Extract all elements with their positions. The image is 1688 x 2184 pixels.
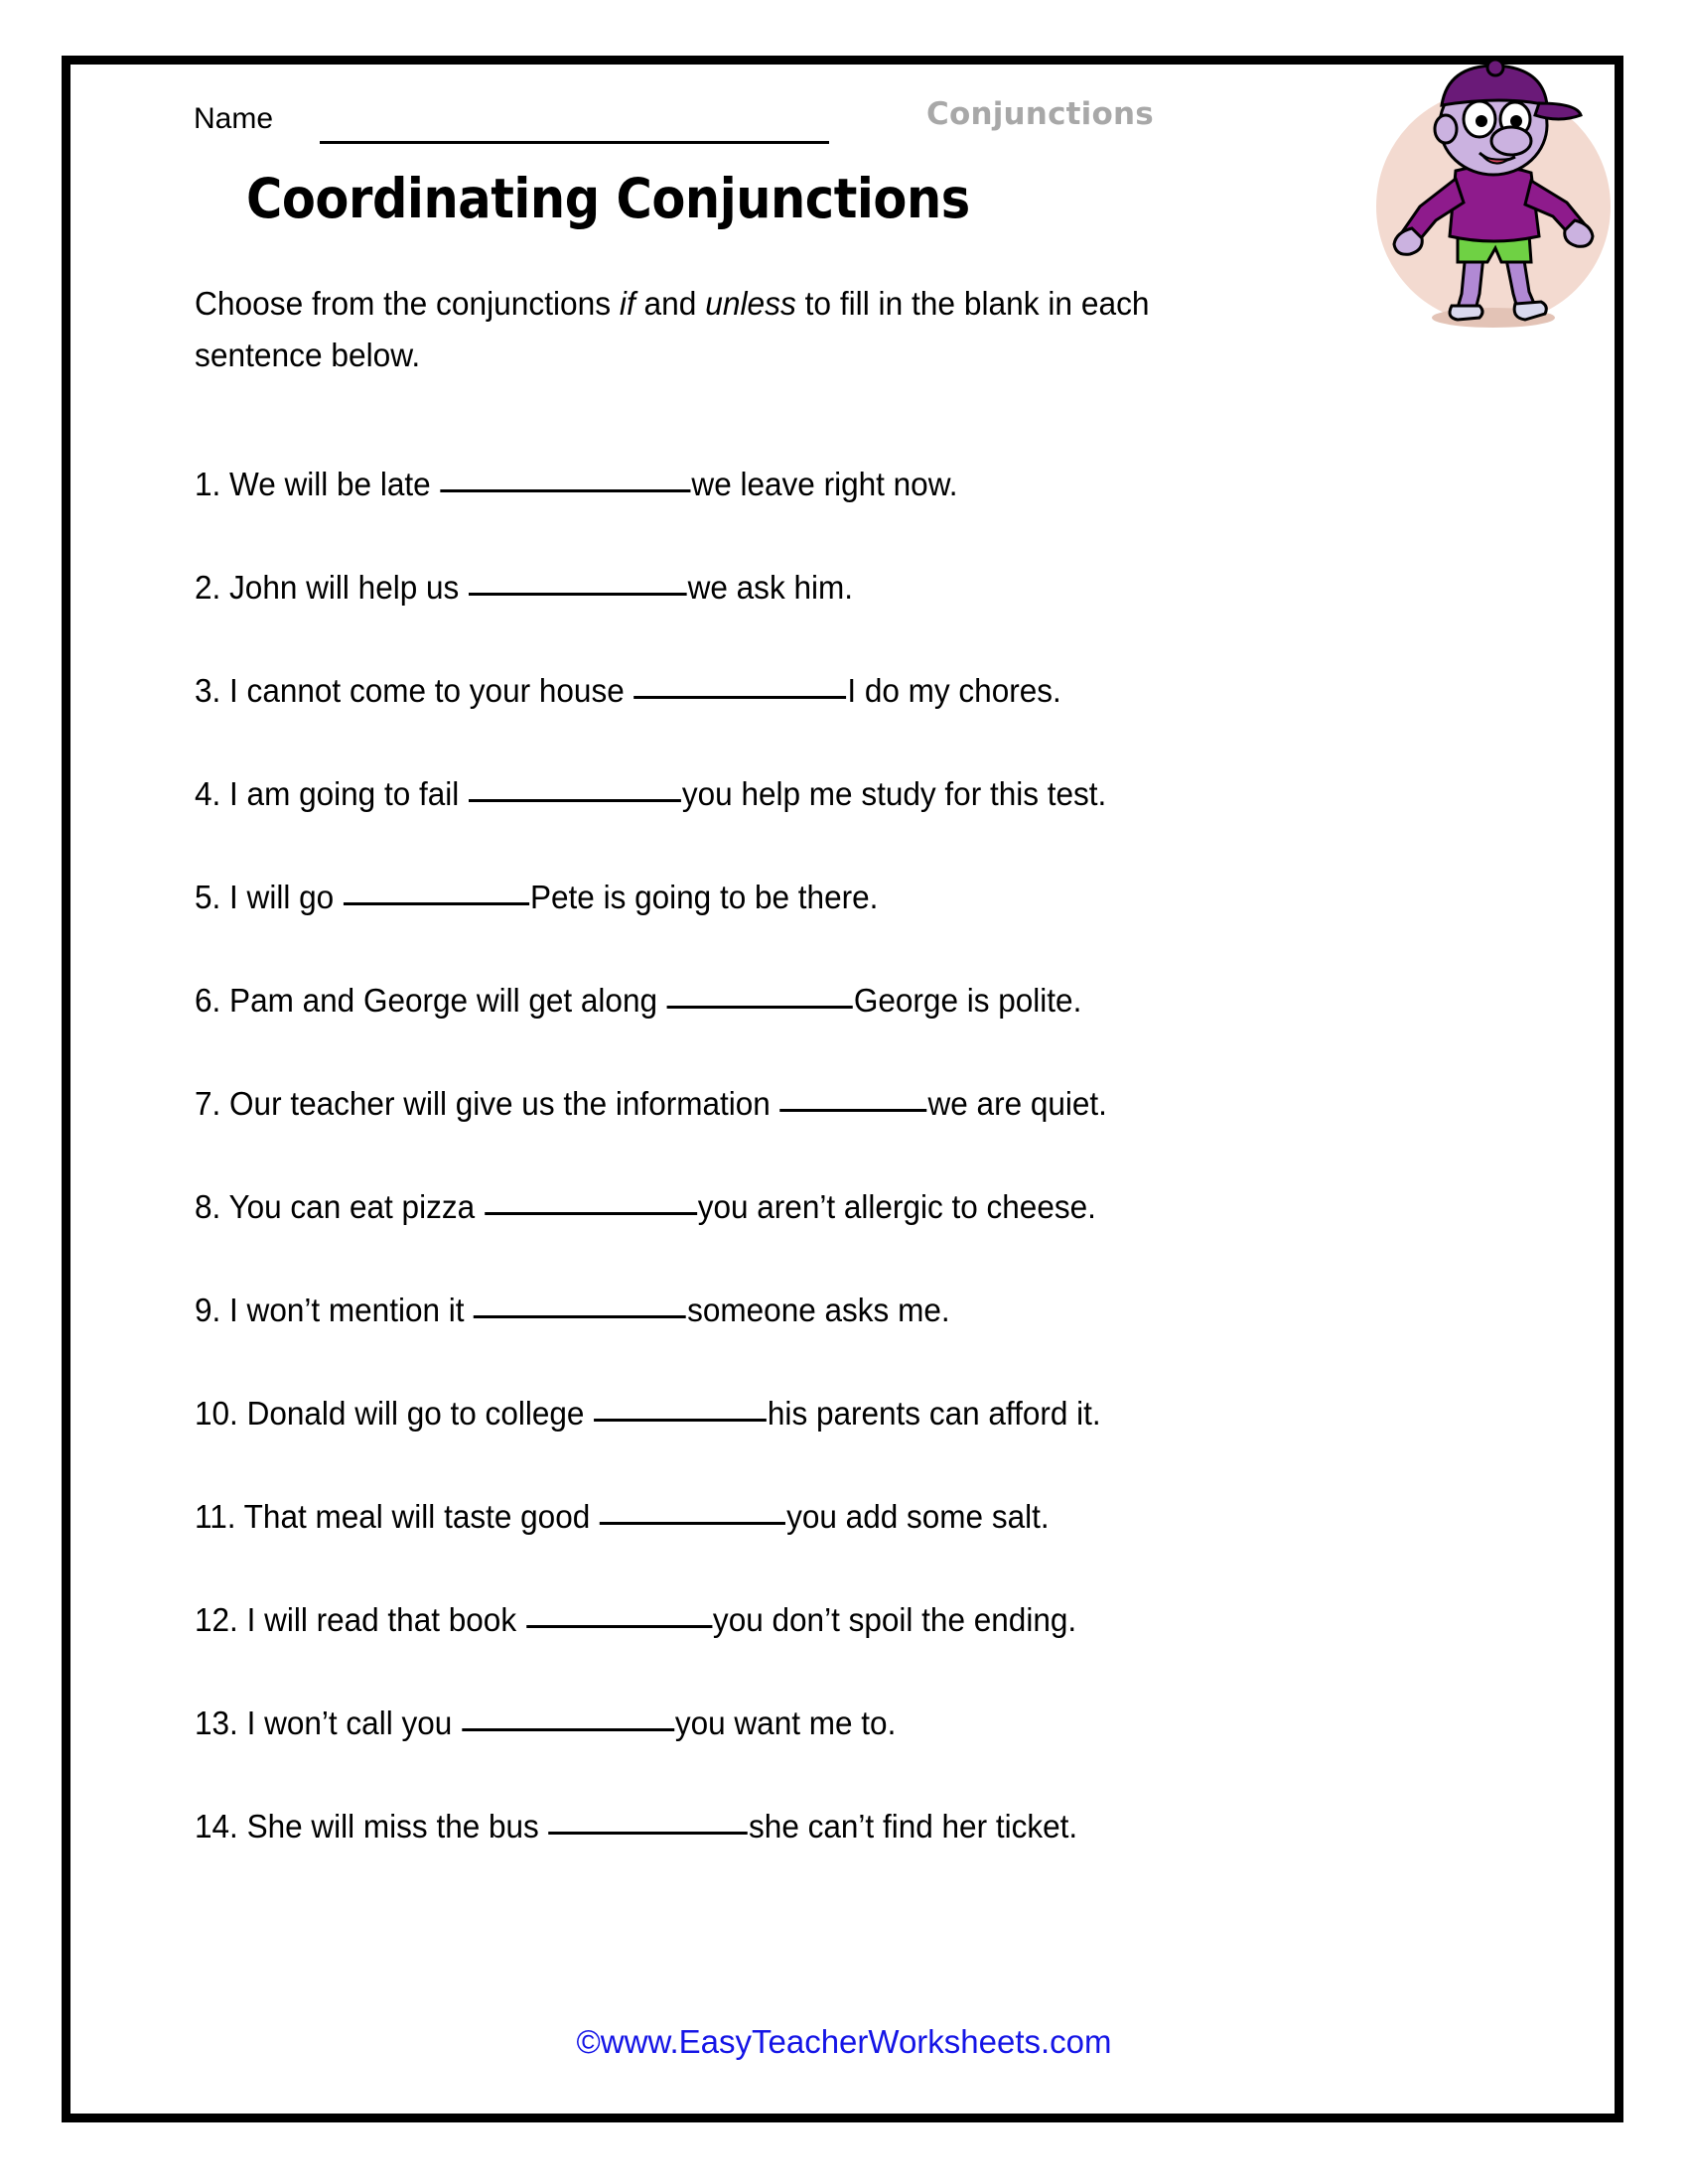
answer-blank[interactable] (474, 1292, 686, 1318)
question-text-before-blank: We will be late (220, 466, 440, 502)
instructions-paragraph (195, 278, 1196, 381)
question-number: 2. (195, 569, 221, 606)
subject-tag: Conjunctions (926, 96, 1154, 132)
question-text-after-blank: his parents can afford it. (767, 1395, 1101, 1432)
question-text-after-blank: you want me to. (674, 1705, 897, 1741)
answer-blank[interactable] (600, 1498, 785, 1525)
question-text-after-blank: you don’t spoil the ending. (712, 1601, 1077, 1638)
question-row (195, 774, 1428, 878)
answer-blank[interactable] (485, 1188, 697, 1215)
question-row (195, 1187, 1428, 1291)
question-text-after-blank: we leave right now. (691, 466, 958, 502)
answer-blank[interactable] (462, 1705, 674, 1731)
instructions-part-2: and (634, 285, 706, 322)
question-text-after-blank: you aren’t allergic to cheese. (697, 1188, 1096, 1225)
answer-blank[interactable] (469, 569, 687, 596)
mascot-illustration (1354, 58, 1622, 345)
question-row (195, 671, 1428, 774)
question-number: 1. (195, 466, 221, 502)
name-input-line[interactable] (320, 141, 829, 144)
answer-blank[interactable] (440, 466, 690, 492)
question-text-after-blank: we ask him. (687, 569, 853, 606)
question-row (195, 1600, 1428, 1704)
question-text-before-blank: I will go (220, 879, 343, 915)
question-text-after-blank: she can’t find her ticket. (749, 1808, 1078, 1844)
question-number: 8. (195, 1188, 221, 1225)
question-row (195, 1084, 1428, 1187)
question-number: 9. (195, 1292, 221, 1328)
answer-blank[interactable] (780, 1085, 927, 1112)
question-text-before-blank: I cannot come to your house (220, 672, 633, 709)
question-text-after-blank: Pete is going to be there. (529, 879, 879, 915)
question-row (195, 878, 1428, 981)
question-number: 13. (195, 1705, 238, 1741)
question-text-after-blank: I do my chores. (847, 672, 1061, 709)
answer-blank[interactable] (526, 1601, 712, 1628)
question-row (195, 568, 1428, 671)
answer-blank[interactable] (633, 672, 846, 699)
footer-credit: ©www.EasyTeacherWorksheets.com (576, 2023, 1112, 2060)
question-text-before-blank: I am going to fail (220, 775, 469, 812)
instructions-word-unless: unless (705, 285, 796, 322)
question-text-after-blank: someone asks me. (687, 1292, 950, 1328)
worksheet-header (194, 94, 1365, 150)
name-label: Name (194, 102, 274, 135)
question-row (195, 1394, 1428, 1497)
page-title: Coordinating Conjunctions (246, 167, 970, 230)
question-text-after-blank: you add some salt. (786, 1498, 1050, 1535)
question-text-before-blank: That meal will taste good (235, 1498, 600, 1535)
question-row (195, 1704, 1428, 1807)
instructions-part-1: Choose from the conjunctions (195, 285, 620, 322)
question-row (195, 465, 1428, 568)
question-number: 3. (195, 672, 221, 709)
instructions-part-3: to fill in the blank in each sentence below. (195, 285, 1150, 373)
answer-blank[interactable] (469, 775, 681, 802)
question-text-after-blank: we are quiet. (927, 1085, 1107, 1122)
answer-blank[interactable] (594, 1395, 767, 1422)
answer-blank[interactable] (667, 982, 853, 1009)
question-text-before-blank: Our teacher will give us the information (220, 1085, 779, 1122)
question-text-after-blank: you help me study for this test. (681, 775, 1107, 812)
question-row (195, 1807, 1428, 1910)
question-text-before-blank: You can eat pizza (220, 1188, 484, 1225)
question-text-before-blank: I won’t mention it (220, 1292, 474, 1328)
question-number: 10. (195, 1395, 238, 1432)
question-text-before-blank: John will help us (220, 569, 469, 606)
question-text-after-blank: George is polite. (853, 982, 1082, 1019)
question-number: 5. (195, 879, 221, 915)
question-number: 11. (195, 1498, 236, 1535)
question-row (195, 1497, 1428, 1600)
instructions-word-if: if (619, 285, 635, 322)
question-number: 6. (195, 982, 221, 1019)
question-text-before-blank: I will read that book (237, 1601, 525, 1638)
question-number: 12. (195, 1601, 238, 1638)
answer-blank[interactable] (344, 879, 529, 905)
question-number: 7. (195, 1085, 221, 1122)
question-row (195, 981, 1428, 1084)
question-text-before-blank: Pam and George will get along (220, 982, 666, 1019)
question-text-before-blank: Donald will go to college (237, 1395, 594, 1432)
answer-blank[interactable] (549, 1808, 749, 1835)
question-number: 14. (195, 1808, 238, 1844)
questions-list (195, 465, 1485, 1910)
question-row (195, 1291, 1428, 1394)
question-number: 4. (195, 775, 221, 812)
question-text-before-blank: I won’t call you (237, 1705, 462, 1741)
question-text-before-blank: She will miss the bus (237, 1808, 548, 1844)
